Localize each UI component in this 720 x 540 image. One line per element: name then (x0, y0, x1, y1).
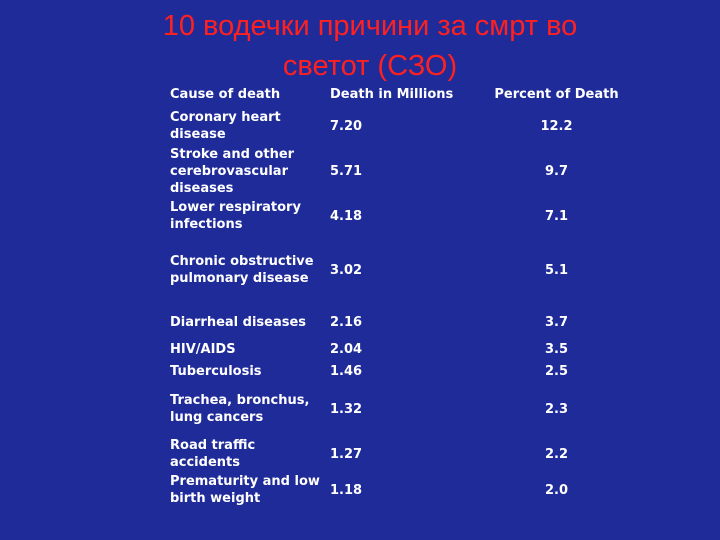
table-row (166, 108, 634, 144)
slide-title-line-1: 10 водечки причини за смрт во (162, 10, 578, 42)
deaths-cell: 1.32 (330, 401, 363, 417)
percent-cell: 2.0 (544, 482, 569, 498)
percent-cell: 3.7 (544, 314, 569, 330)
percent-cell: 3.5 (544, 341, 569, 357)
table-header-row (166, 80, 634, 108)
table-row (166, 338, 634, 360)
cause-cell: Diarrheal diseases (170, 314, 307, 330)
percent-cell: 9.7 (544, 163, 569, 179)
cause-cell: Stroke and other cerebrovascular diseases (170, 146, 295, 196)
cause-cell: Trachea, bronchus, lung cancers (170, 393, 310, 425)
deaths-cell: 5.71 (330, 163, 363, 179)
table-row (166, 234, 634, 306)
deaths-cell: 1.46 (330, 363, 363, 379)
percent-cell: 2.2 (544, 446, 569, 462)
deaths-cell: 1.18 (330, 482, 363, 498)
cause-cell: Road traffic accidents (170, 438, 256, 470)
table-row (166, 472, 634, 508)
percent-cell: 2.3 (544, 401, 569, 417)
cause-cell: Prematurity and low birth weight (170, 474, 320, 506)
table-row (166, 436, 634, 472)
causes-of-death-table (166, 80, 634, 508)
cause-cell: HIV/AIDS (170, 341, 236, 357)
deaths-cell: 3.02 (330, 262, 363, 278)
cause-cell: Coronary heart disease (170, 110, 281, 142)
percent-cell: 7.1 (544, 208, 569, 224)
percent-cell: 2.5 (544, 363, 569, 379)
cause-cell: Tuberculosis (170, 363, 262, 379)
percent-cell: 5.1 (544, 262, 569, 278)
table-row (166, 360, 634, 382)
table-row (166, 198, 634, 234)
table-row (166, 306, 634, 338)
table-row (166, 382, 634, 436)
cause-cell: Chronic obstructive pulmonary disease (170, 254, 314, 286)
deaths-cell: 1.27 (330, 446, 363, 462)
header-deaths: Death in Millions (330, 86, 454, 102)
cause-cell: Lower respiratory infections (170, 200, 301, 232)
deaths-cell: 7.20 (330, 118, 363, 134)
table-row (166, 144, 634, 198)
deaths-cell: 2.04 (330, 341, 363, 357)
slide-title-line-2: светот (СЗО) (282, 50, 458, 82)
deaths-cell: 4.18 (330, 208, 363, 224)
percent-cell: 12.2 (540, 118, 573, 134)
header-percent: Percent of Death (494, 86, 619, 102)
header-cause: Cause of death (170, 86, 281, 102)
deaths-cell: 2.16 (330, 314, 363, 330)
slide-title (0, 6, 720, 86)
